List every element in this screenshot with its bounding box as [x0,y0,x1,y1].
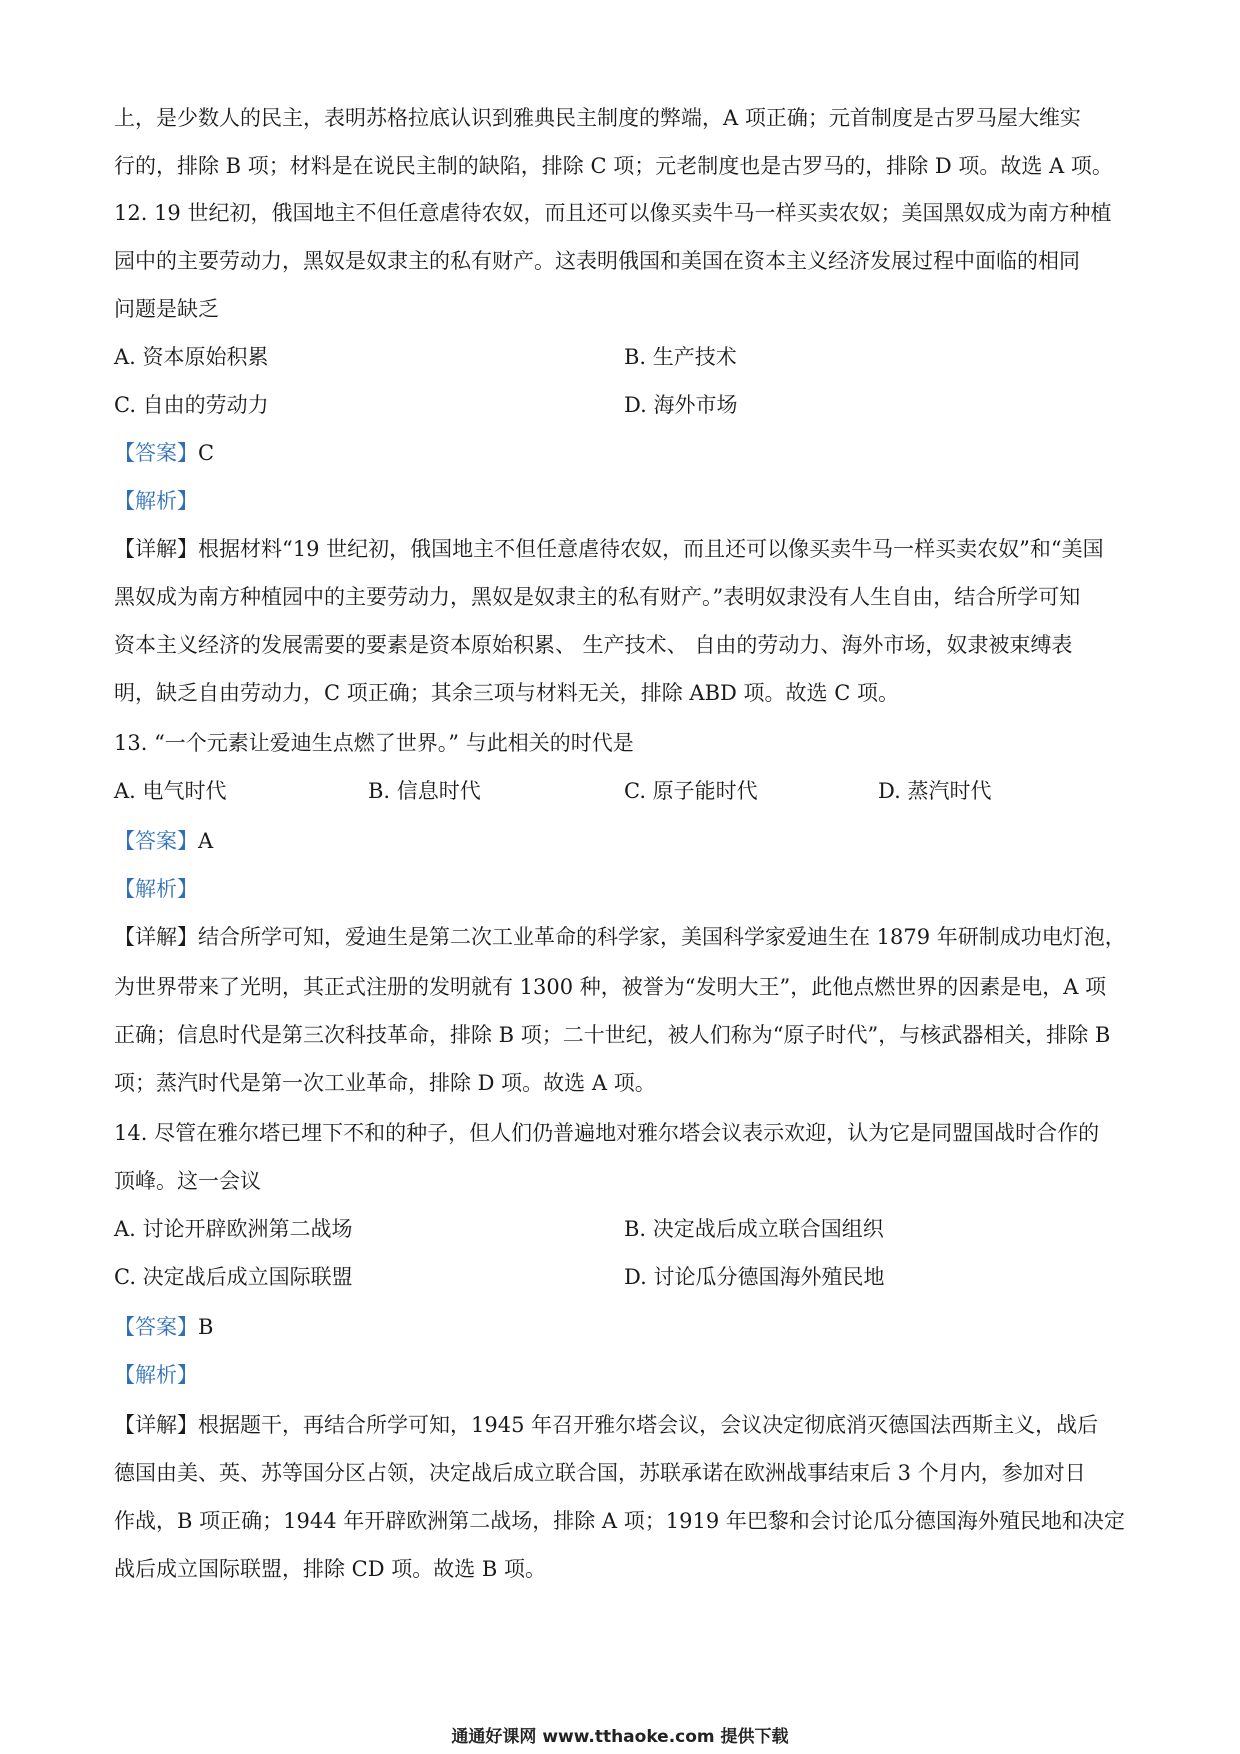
analysis-tag: 【解析】 [114,489,198,513]
q14-detail-line-3: 作战，B 项正确；1944 年开辟欧洲第二战场，排除 A 项；1919 年巴黎和会讨论瓜分德国海外殖民地和决定 [114,1509,1125,1533]
q13-option-b: B. 信息时代 [368,779,481,803]
q13-detail-line-4: 项；蒸汽时代是第一次工业革命，排除 D 项。故选 A 项。 [114,1071,656,1095]
detail-text: 根据材料“19 世纪初，俄国地主不但任意虐待农奴，而且还可以像买卖牛马一样买卖农奴”和“美国 [198,537,1104,561]
intro-line-1: 上，是少数人的民主，表明苏格拉底认识到雅典民主制度的弊端，A 项正确；元首制度是古罗马屋大维实 [114,106,1081,130]
q14-detail-line-2: 德国由美、英、苏等国分区占领，决定战后成立联合国，苏联承诺在欧洲战事结束后 3 个月内，参加对日 [114,1461,1086,1485]
q14-detail-line-1 [114,1410,1132,1440]
q13-answer [114,826,1132,856]
detail-tag: 【详解】 [114,537,198,561]
q12-option-c: C. 自由的劳动力 [114,393,269,417]
detail-tag: 【详解】 [114,1413,198,1437]
q12-detail-line-4: 明，缺乏自由劳动力，C 项正确；其余三项与材料无关，排除 ABD 项。故选 C 项。 [114,681,899,705]
q12-stem-line-1: 12. 19 世纪初，俄国地主不但任意虐待农奴，而且还可以像买卖牛马一样买卖农奴；美国黑奴成为南方种植 [114,201,1112,225]
q14-detail-line-4: 战后成立国际联盟，排除 CD 项。故选 B 项。 [114,1557,547,1581]
q12-stem-line-3: 问题是缺乏 [114,297,219,321]
q12-detail-line-2: 黑奴成为南方种植园中的主要劳动力，黑奴是奴隶主的私有财产。”表明奴隶没有人生自由，结合所学可知 [114,585,1081,609]
page-footer: 通通好课网 www.tthaoke.com 提供下载 [451,1727,789,1747]
q14-option-a: A. 讨论开辟欧洲第二战场 [114,1217,353,1241]
answer-value: A [198,829,214,853]
detail-tag: 【详解】 [114,925,198,949]
answer-value: C [198,441,215,465]
q12-answer [114,438,1132,468]
q13-detail-line-1 [114,922,1132,952]
q12-stem-line-2: 园中的主要劳动力，黑奴是奴隶主的私有财产。这表明俄国和美国在资本主义经济发展过程中面临的相同 [114,249,1080,273]
analysis-tag: 【解析】 [114,1363,198,1387]
analysis-tag: 【解析】 [114,877,198,901]
answer-tag: 【答案】 [114,829,198,853]
q13-stem-line-1: 13. “一个元素让爱迪生点燃了世界。” 与此相关的时代是 [114,731,634,755]
q12-analysis-heading [114,486,1132,516]
q14-option-c: C. 决定战后成立国际联盟 [114,1265,353,1289]
q12-detail-line-1 [114,534,1132,564]
q12-option-d: D. 海外市场 [624,393,738,417]
detail-text: 结合所学可知，爱迪生是第二次工业革命的科学家，美国科学家爱迪生在 1879 年研制成功电灯泡， [198,925,1126,949]
answer-tag: 【答案】 [114,1315,198,1339]
q14-option-d: D. 讨论瓜分德国海外殖民地 [624,1265,885,1289]
answer-value: B [198,1315,214,1339]
q12-detail-line-3: 资本主义经济的发展需要的要素是资本原始积累、 生产技术、 自由的劳动力、海外市场，奴隶被束缚表 [114,633,1073,657]
q13-analysis-heading [114,874,1132,904]
q12-option-b: B. 生产技术 [624,345,737,369]
detail-text: 根据题干，再结合所学可知，1945 年召开雅尔塔会议，会议决定彻底消灭德国法西斯主义，战后 [198,1413,1099,1437]
q13-option-a: A. 电气时代 [114,779,227,803]
q12-option-a: A. 资本原始积累 [114,345,269,369]
q14-stem-line-1: 14. 尽管在雅尔塔已埋下不和的种子，但人们仍普遍地对雅尔塔会议表示欢迎，认为它是同盟国战时合作的 [114,1121,1100,1145]
q13-option-c: C. 原子能时代 [624,779,758,803]
answer-tag: 【答案】 [114,441,198,465]
intro-line-2: 行的，排除 B 项；材料是在说民主制的缺陷，排除 C 项；元老制度也是古罗马的，排除 D 项。故选 A 项。 [114,154,1113,178]
q13-option-d: D. 蒸汽时代 [878,779,992,803]
q14-stem-line-2: 顶峰。这一会议 [114,1169,261,1193]
q14-analysis-heading [114,1360,1132,1390]
q14-option-b: B. 决定战后成立联合国组织 [624,1217,884,1241]
q13-detail-line-2: 为世界带来了光明，其正式注册的发明就有 1300 种，被誉为“发明大王”，此他点燃世界的因素是电，A 项 [114,975,1107,999]
q14-answer [114,1312,1132,1342]
q13-detail-line-3: 正确；信息时代是第三次科技革命，排除 B 项；二十世纪，被人们称为“原子时代”，与核武器相关，排除 B [114,1023,1111,1047]
